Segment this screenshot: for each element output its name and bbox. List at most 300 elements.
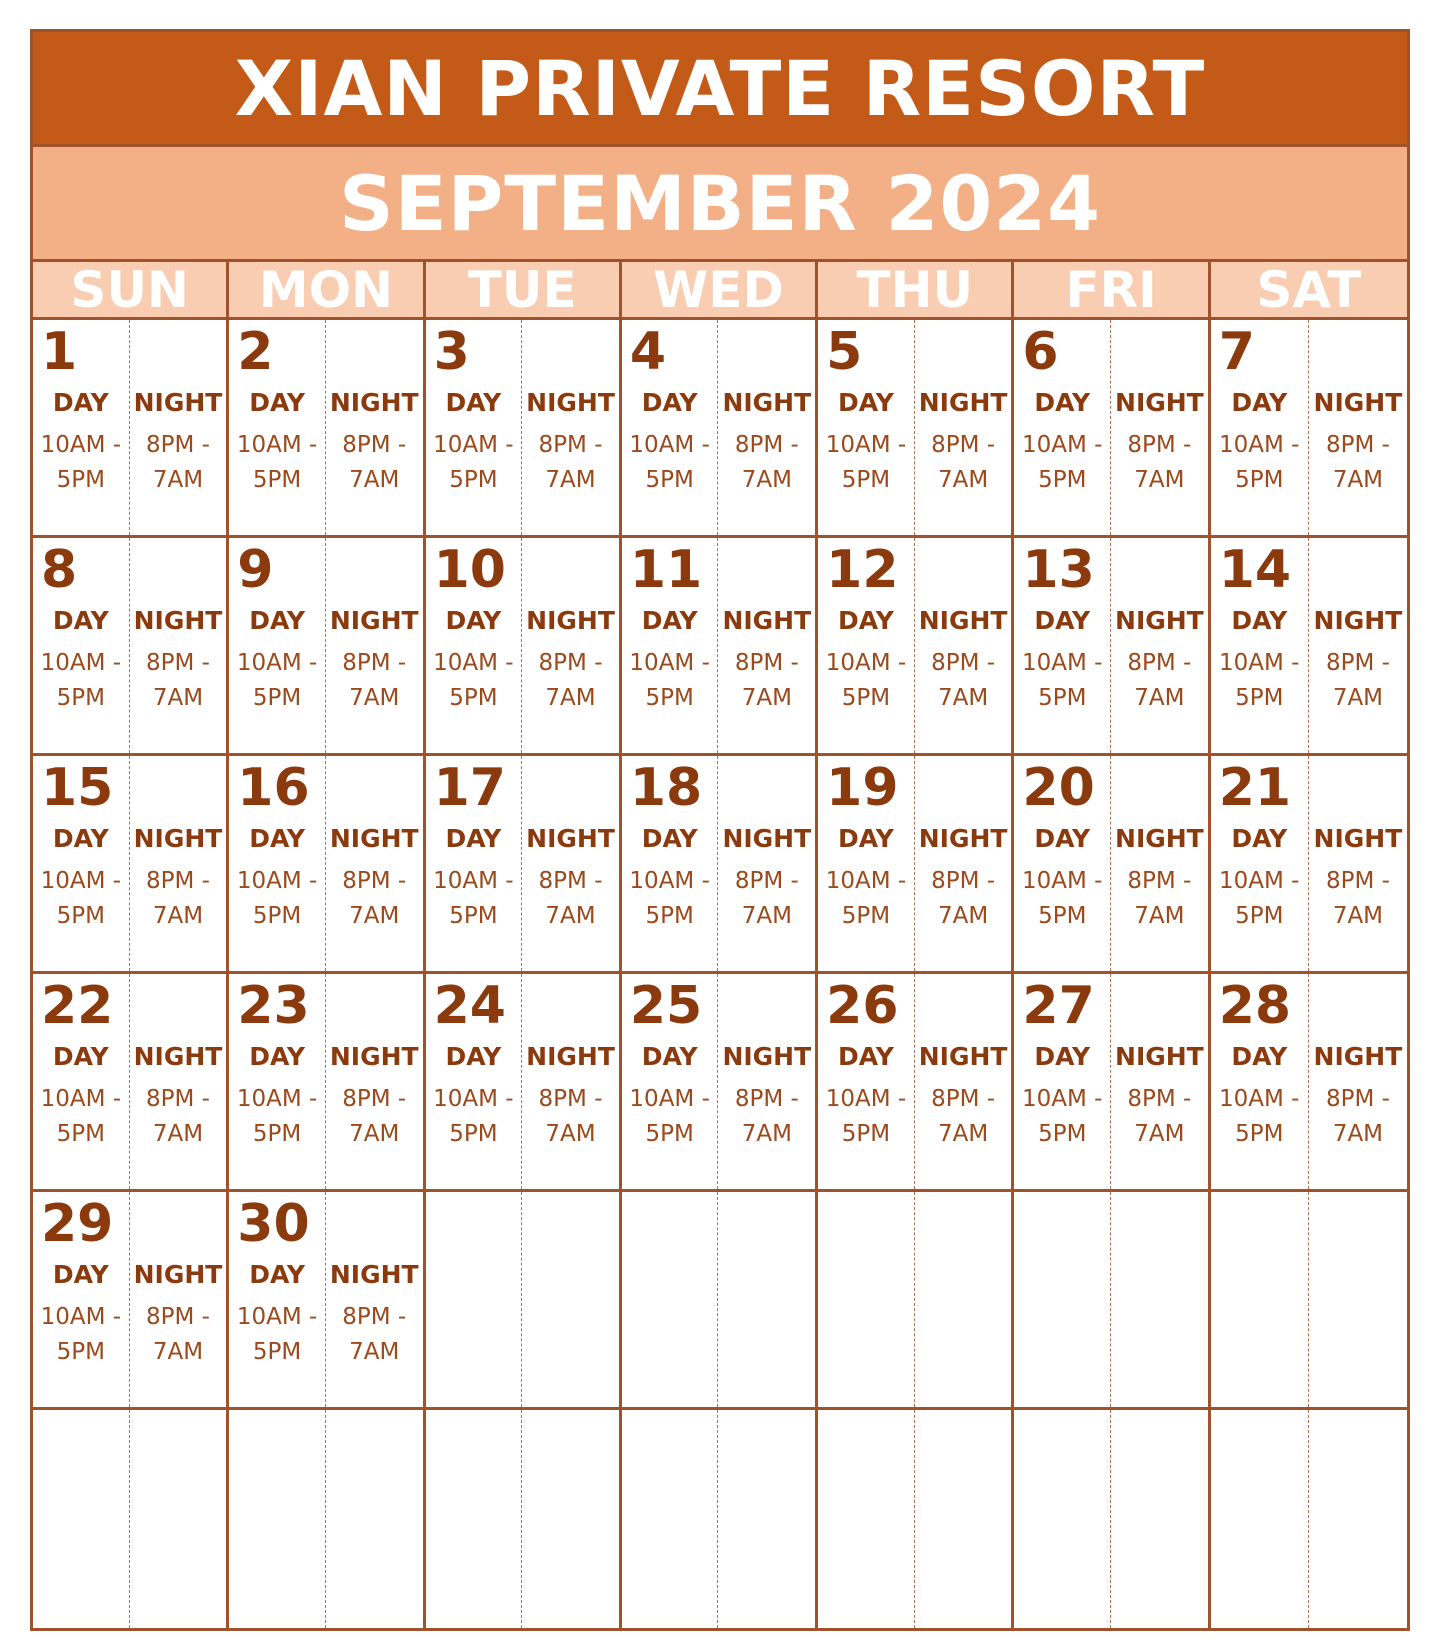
night-shift-hours <box>1111 428 1208 498</box>
night-shift-column <box>522 756 619 971</box>
night-shift-hours <box>522 1082 619 1152</box>
night-shift-column <box>718 974 815 1189</box>
night-shift-column <box>915 1192 1012 1407</box>
day-number: 24 <box>433 976 506 1036</box>
calendar-cell <box>33 1192 229 1410</box>
day-shift-start-time: 10AM - <box>629 1086 710 1112</box>
day-shift-start-time: 10AM - <box>825 868 907 894</box>
day-shift-end-time: 5PM <box>841 903 891 929</box>
day-shift-hours <box>1014 864 1110 934</box>
night-shift-start-time: 8PM - <box>734 432 799 458</box>
calendar-cell <box>622 1410 818 1628</box>
night-shift-label: NIGHT <box>329 1260 419 1289</box>
night-shift-end-time: 7AM <box>1332 1121 1384 1147</box>
day-shift-hours <box>33 1082 129 1152</box>
night-shift-label: NIGHT <box>329 606 419 635</box>
night-shift-hours <box>326 428 423 498</box>
night-shift-column <box>326 1192 423 1407</box>
night-shift-hours <box>718 1082 815 1152</box>
day-shift-column <box>426 974 523 1189</box>
day-shift-end-time: 5PM <box>841 467 891 493</box>
day-number: 30 <box>237 1194 310 1254</box>
day-shift-hours <box>622 864 718 934</box>
night-shift-column <box>1309 1192 1407 1407</box>
night-shift-column <box>718 320 815 535</box>
day-shift-column <box>1014 974 1111 1189</box>
day-shift-end-time: 5PM <box>1038 685 1087 711</box>
day-shift-start-time: 10AM - <box>825 650 907 676</box>
calendar-cell <box>1211 756 1407 974</box>
day-shift-column <box>1211 974 1309 1189</box>
day-shift-hours <box>818 1082 914 1152</box>
day-shift-start-time: 10AM - <box>1022 432 1103 458</box>
day-shift-column <box>818 1410 915 1628</box>
day-shift-hours <box>229 1082 325 1152</box>
night-shift-column <box>718 538 815 753</box>
night-shift-column <box>326 974 423 1189</box>
night-shift-end-time: 7AM <box>1332 685 1384 711</box>
night-shift-end-time: 7AM <box>152 467 204 493</box>
night-shift-end-time: 7AM <box>937 685 989 711</box>
calendar-cell <box>229 538 425 756</box>
day-shift-column <box>229 1410 326 1628</box>
night-shift-hours <box>326 864 423 934</box>
calendar-cell <box>818 320 1014 538</box>
day-shift-end-time: 5PM <box>841 1121 891 1147</box>
night-shift-end-time: 7AM <box>349 1339 400 1365</box>
weekday-thu: THU <box>818 262 1014 320</box>
day-shift-hours <box>33 428 129 498</box>
night-shift-end-time: 7AM <box>741 685 792 711</box>
weekday-sun: SUN <box>33 262 229 320</box>
day-shift-start-time: 10AM - <box>40 650 122 676</box>
day-number: 18 <box>629 758 703 818</box>
night-shift-label: NIGHT <box>918 388 1008 417</box>
day-shift-column <box>818 320 915 535</box>
calendar-cell <box>229 974 425 1192</box>
day-shift-column <box>33 320 130 535</box>
day-shift-start-time: 10AM - <box>236 1304 318 1330</box>
night-shift-column <box>1111 974 1208 1189</box>
night-shift-column <box>130 538 227 753</box>
day-shift-end-time: 5PM <box>1235 1121 1284 1147</box>
night-shift-start-time: 8PM - <box>342 650 407 676</box>
night-shift-start-time: 8PM - <box>145 1086 210 1112</box>
night-shift-start-time: 8PM - <box>342 868 407 894</box>
day-shift-start-time: 10AM - <box>236 432 318 458</box>
day-shift-label: DAY <box>249 388 305 417</box>
night-shift-column <box>915 320 1012 535</box>
night-shift-start-time: 8PM - <box>1127 868 1192 894</box>
day-shift-label: DAY <box>249 606 305 635</box>
day-shift-label: DAY <box>52 1260 109 1289</box>
day-shift-hours <box>426 428 522 498</box>
day-shift-label: DAY <box>52 606 109 635</box>
day-shift-end-time: 5PM <box>56 903 105 929</box>
night-shift-column <box>718 1192 815 1407</box>
calendar-cell <box>426 974 622 1192</box>
day-number: 6 <box>1022 322 1059 382</box>
day-number: 14 <box>1218 540 1292 600</box>
night-shift-label: NIGHT <box>133 606 223 635</box>
day-shift-end-time: 5PM <box>56 685 105 711</box>
day-shift-end-time: 5PM <box>1038 903 1087 929</box>
night-shift-label: NIGHT <box>526 824 615 853</box>
night-shift-start-time: 8PM - <box>342 1304 407 1330</box>
night-shift-end-time: 7AM <box>152 903 204 929</box>
day-shift-label: DAY <box>1231 388 1288 417</box>
night-shift-end-time: 7AM <box>152 1339 204 1365</box>
calendar-cell <box>1211 538 1407 756</box>
night-shift-column <box>522 538 619 753</box>
calendar-cell <box>818 756 1014 974</box>
day-shift-label: DAY <box>52 1042 109 1071</box>
day-number: 9 <box>237 540 274 600</box>
day-number: 3 <box>433 322 470 382</box>
night-shift-label: NIGHT <box>918 824 1008 853</box>
night-shift-hours <box>1111 864 1208 934</box>
night-shift-end-time: 7AM <box>152 1121 204 1147</box>
day-shift-hours <box>33 646 129 716</box>
night-shift-end-time: 7AM <box>1134 903 1185 929</box>
night-shift-label: NIGHT <box>1115 388 1204 417</box>
day-shift-start-time: 10AM - <box>825 1086 907 1112</box>
night-shift-label: NIGHT <box>918 606 1008 635</box>
day-shift-end-time: 5PM <box>841 685 891 711</box>
day-shift-end-time: 5PM <box>449 1121 498 1147</box>
day-shift-column <box>818 756 915 971</box>
calendar-cell <box>426 538 622 756</box>
night-shift-column <box>1111 756 1208 971</box>
day-shift-column <box>426 1192 523 1407</box>
day-shift-label: DAY <box>445 824 502 853</box>
calendar-cell <box>622 320 818 538</box>
day-shift-label: DAY <box>838 824 894 853</box>
day-shift-end-time: 5PM <box>252 1121 302 1147</box>
day-shift-column <box>33 974 130 1189</box>
day-shift-start-time: 10AM - <box>1219 650 1300 676</box>
day-number: 12 <box>826 540 899 600</box>
day-shift-label: DAY <box>1034 824 1091 853</box>
night-shift-hours <box>522 646 619 716</box>
night-shift-column <box>915 974 1012 1189</box>
calendar-cell <box>1014 1410 1210 1628</box>
night-shift-end-time: 7AM <box>349 685 400 711</box>
calendar-cell <box>622 756 818 974</box>
day-shift-start-time: 10AM - <box>825 432 907 458</box>
night-shift-label: NIGHT <box>329 1042 419 1071</box>
calendar-cell <box>818 1410 1014 1628</box>
day-shift-hours <box>1014 646 1110 716</box>
day-shift-start-time: 10AM - <box>1022 1086 1103 1112</box>
day-shift-column <box>33 1192 130 1407</box>
night-shift-start-time: 8PM - <box>538 650 603 676</box>
day-shift-column <box>33 756 130 971</box>
calendar-grid <box>33 320 1407 1628</box>
night-shift-column <box>522 320 619 535</box>
day-number: 2 <box>237 322 274 382</box>
night-shift-start-time: 8PM - <box>538 432 603 458</box>
night-shift-label: NIGHT <box>1115 606 1204 635</box>
night-shift-hours <box>326 646 423 716</box>
day-shift-hours <box>1014 1082 1110 1152</box>
day-shift-end-time: 5PM <box>252 903 302 929</box>
night-shift-start-time: 8PM - <box>145 1304 210 1330</box>
day-number: 5 <box>826 322 863 382</box>
night-shift-label: NIGHT <box>329 388 419 417</box>
night-shift-start-time: 8PM - <box>342 432 407 458</box>
calendar-cell <box>1014 1192 1210 1410</box>
night-shift-label: NIGHT <box>1313 388 1403 417</box>
day-shift-hours <box>426 1082 522 1152</box>
day-shift-start-time: 10AM - <box>236 650 318 676</box>
night-shift-column <box>915 538 1012 753</box>
day-shift-column <box>33 1410 130 1628</box>
night-shift-start-time: 8PM - <box>1325 1086 1390 1112</box>
night-shift-label: NIGHT <box>722 606 812 635</box>
day-shift-column <box>622 1192 719 1407</box>
day-number: 28 <box>1218 976 1292 1036</box>
day-shift-hours <box>33 1300 129 1370</box>
day-shift-column <box>1014 1410 1111 1628</box>
night-shift-label: NIGHT <box>918 1042 1008 1071</box>
day-number: 27 <box>1022 976 1095 1036</box>
day-shift-end-time: 5PM <box>252 1339 302 1365</box>
night-shift-end-time: 7AM <box>1134 467 1185 493</box>
night-shift-column <box>326 1410 423 1628</box>
day-shift-start-time: 10AM - <box>40 1086 122 1112</box>
weekday-header-row <box>33 262 1407 320</box>
calendar-cell <box>426 756 622 974</box>
day-shift-hours <box>818 646 914 716</box>
night-shift-column <box>326 756 423 971</box>
day-shift-start-time: 10AM - <box>1022 650 1103 676</box>
day-shift-column <box>1014 538 1111 753</box>
day-shift-start-time: 10AM - <box>629 432 710 458</box>
day-shift-end-time: 5PM <box>1235 467 1284 493</box>
day-shift-column <box>622 974 719 1189</box>
day-shift-hours <box>229 428 325 498</box>
night-shift-column <box>326 320 423 535</box>
day-shift-start-time: 10AM - <box>236 1086 318 1112</box>
calendar-cell <box>1211 1410 1407 1628</box>
night-shift-hours <box>1309 1082 1407 1152</box>
night-shift-label: NIGHT <box>1115 1042 1204 1071</box>
night-shift-start-time: 8PM - <box>1325 432 1390 458</box>
night-shift-hours <box>130 428 227 498</box>
night-shift-start-time: 8PM - <box>1127 432 1192 458</box>
calendar-cell <box>426 1192 622 1410</box>
night-shift-hours <box>718 864 815 934</box>
night-shift-column <box>1309 538 1407 753</box>
day-shift-label: DAY <box>1034 1042 1091 1071</box>
day-shift-end-time: 5PM <box>449 903 498 929</box>
day-shift-end-time: 5PM <box>645 1121 694 1147</box>
night-shift-end-time: 7AM <box>349 903 400 929</box>
day-shift-start-time: 10AM - <box>629 868 710 894</box>
day-shift-end-time: 5PM <box>252 685 302 711</box>
weekday-sat: SAT <box>1211 262 1407 320</box>
day-shift-hours <box>33 864 129 934</box>
night-shift-end-time: 7AM <box>741 1121 792 1147</box>
day-shift-start-time: 10AM - <box>1219 868 1300 894</box>
day-shift-hours <box>229 646 325 716</box>
night-shift-column <box>130 756 227 971</box>
night-shift-hours <box>1309 428 1407 498</box>
day-shift-hours <box>818 864 914 934</box>
day-shift-hours <box>426 646 522 716</box>
night-shift-column <box>718 1410 815 1628</box>
day-shift-column <box>1014 320 1111 535</box>
day-shift-column <box>229 1192 326 1407</box>
day-shift-column <box>622 538 719 753</box>
day-number: 16 <box>237 758 310 818</box>
day-shift-start-time: 10AM - <box>433 868 514 894</box>
night-shift-end-time: 7AM <box>152 685 204 711</box>
calendar-cell <box>33 756 229 974</box>
day-shift-column <box>1211 1192 1309 1407</box>
night-shift-column <box>1111 1192 1208 1407</box>
night-shift-start-time: 8PM - <box>734 1086 799 1112</box>
day-shift-start-time: 10AM - <box>433 432 514 458</box>
day-shift-column <box>1211 1410 1309 1628</box>
night-shift-start-time: 8PM - <box>1325 868 1390 894</box>
day-shift-label: DAY <box>249 1042 305 1071</box>
night-shift-label: NIGHT <box>1313 824 1403 853</box>
day-shift-end-time: 5PM <box>645 903 694 929</box>
day-shift-label: DAY <box>445 388 502 417</box>
night-shift-start-time: 8PM - <box>734 868 799 894</box>
day-shift-end-time: 5PM <box>56 467 105 493</box>
day-shift-hours <box>1014 428 1110 498</box>
night-shift-column <box>130 1192 227 1407</box>
day-shift-hours <box>229 1300 325 1370</box>
day-number: 19 <box>826 758 899 818</box>
night-shift-label: NIGHT <box>329 824 419 853</box>
night-shift-label: NIGHT <box>526 606 615 635</box>
day-shift-hours <box>1211 646 1308 716</box>
day-shift-column <box>426 756 523 971</box>
night-shift-end-time: 7AM <box>1332 467 1384 493</box>
night-shift-column <box>718 756 815 971</box>
night-shift-column <box>522 1410 619 1628</box>
day-shift-column <box>1211 538 1309 753</box>
night-shift-label: NIGHT <box>1313 1042 1403 1071</box>
night-shift-end-time: 7AM <box>1332 903 1384 929</box>
day-shift-start-time: 10AM - <box>40 432 122 458</box>
calendar-cell <box>229 756 425 974</box>
night-shift-end-time: 7AM <box>937 1121 989 1147</box>
calendar <box>30 29 1410 1631</box>
calendar-cell <box>1211 1192 1407 1410</box>
night-shift-column <box>1309 756 1407 971</box>
night-shift-label: NIGHT <box>722 388 812 417</box>
day-shift-hours <box>426 864 522 934</box>
day-shift-start-time: 10AM - <box>1219 1086 1300 1112</box>
night-shift-start-time: 8PM - <box>538 868 603 894</box>
day-shift-column <box>1211 756 1309 971</box>
day-shift-hours <box>1211 1082 1308 1152</box>
calendar-cell <box>622 1192 818 1410</box>
night-shift-hours <box>522 864 619 934</box>
night-shift-column <box>326 538 423 753</box>
calendar-cell <box>229 320 425 538</box>
night-shift-end-time: 7AM <box>545 685 596 711</box>
night-shift-label: NIGHT <box>133 388 223 417</box>
day-shift-label: DAY <box>249 1260 305 1289</box>
night-shift-end-time: 7AM <box>349 467 400 493</box>
night-shift-label: NIGHT <box>526 1042 615 1071</box>
night-shift-start-time: 8PM - <box>931 650 996 676</box>
day-shift-end-time: 5PM <box>56 1121 105 1147</box>
day-shift-column <box>622 756 719 971</box>
calendar-cell <box>1211 320 1407 538</box>
day-shift-column <box>1014 1192 1111 1407</box>
day-shift-hours <box>1211 864 1308 934</box>
calendar-cell <box>1014 538 1210 756</box>
day-shift-end-time: 5PM <box>1235 685 1284 711</box>
night-shift-end-time: 7AM <box>349 1121 400 1147</box>
day-shift-start-time: 10AM - <box>1219 432 1300 458</box>
day-shift-column <box>426 320 523 535</box>
calendar-cell <box>1014 974 1210 1192</box>
day-number: 29 <box>41 1194 114 1254</box>
day-shift-column <box>818 538 915 753</box>
day-shift-label: DAY <box>445 1042 502 1071</box>
night-shift-hours <box>326 1082 423 1152</box>
night-shift-start-time: 8PM - <box>1325 650 1390 676</box>
day-shift-column <box>229 974 326 1189</box>
calendar-cell <box>33 1410 229 1628</box>
day-shift-column <box>33 538 130 753</box>
night-shift-column <box>1309 320 1407 535</box>
day-shift-end-time: 5PM <box>645 467 694 493</box>
day-shift-end-time: 5PM <box>1038 467 1087 493</box>
night-shift-column <box>1309 974 1407 1189</box>
day-shift-hours <box>1211 428 1308 498</box>
day-shift-start-time: 10AM - <box>1022 868 1103 894</box>
night-shift-column <box>1309 1410 1407 1628</box>
night-shift-start-time: 8PM - <box>145 650 210 676</box>
day-shift-hours <box>229 864 325 934</box>
night-shift-hours <box>130 646 227 716</box>
day-shift-column <box>229 538 326 753</box>
day-shift-label: DAY <box>1231 1042 1288 1071</box>
calendar-cell <box>818 538 1014 756</box>
night-shift-hours <box>1309 864 1407 934</box>
day-shift-hours <box>622 428 718 498</box>
night-shift-hours <box>130 1300 227 1370</box>
day-shift-column <box>1211 320 1309 535</box>
night-shift-end-time: 7AM <box>741 903 792 929</box>
day-number: 13 <box>1022 540 1095 600</box>
day-shift-label: DAY <box>838 606 894 635</box>
calendar-cell <box>229 1410 425 1628</box>
day-shift-label: DAY <box>838 388 894 417</box>
day-shift-start-time: 10AM - <box>40 1304 122 1330</box>
night-shift-end-time: 7AM <box>937 903 989 929</box>
night-shift-hours <box>522 428 619 498</box>
calendar-cell <box>1211 974 1407 1192</box>
day-shift-label: DAY <box>445 606 502 635</box>
day-shift-label: DAY <box>1034 606 1091 635</box>
night-shift-column <box>522 1192 619 1407</box>
night-shift-label: NIGHT <box>526 388 615 417</box>
night-shift-label: NIGHT <box>1313 606 1403 635</box>
night-shift-column <box>915 756 1012 971</box>
night-shift-end-time: 7AM <box>1134 1121 1185 1147</box>
night-shift-hours <box>1111 1082 1208 1152</box>
